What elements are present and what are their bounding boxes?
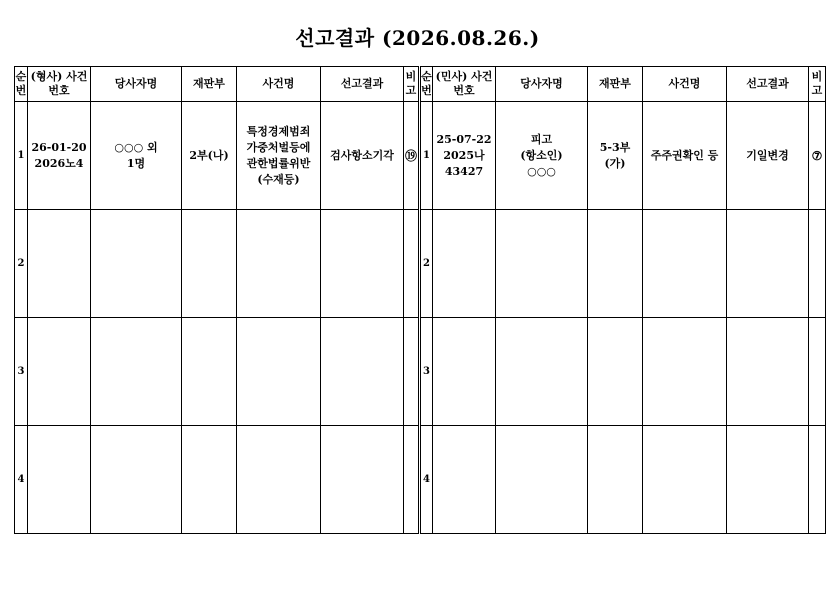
row-result [321, 210, 404, 318]
table-row [15, 102, 419, 210]
table-row [15, 426, 419, 534]
table-row [421, 102, 826, 210]
row-seq: 2 [15, 210, 28, 318]
header-case-number: (민사) 사건번호 [433, 67, 496, 102]
row-case-number [433, 318, 496, 426]
header-result: 선고결과 [727, 67, 809, 102]
row-case-number [433, 210, 496, 318]
row-result [727, 210, 809, 318]
header-row [421, 67, 826, 102]
row-court [182, 318, 237, 426]
row-party [91, 318, 182, 426]
row-party [496, 426, 588, 534]
row-seq: 3 [15, 318, 28, 426]
table-row [421, 210, 826, 318]
header-seq: 순 번 [15, 67, 28, 102]
row-case-name [643, 210, 727, 318]
row-note: ⑲ [404, 102, 419, 210]
row-court: 5-3부 (가) [588, 102, 643, 210]
header-note: 비 고 [404, 67, 419, 102]
page-title: 선고결과 (2026.08.26.) [295, 26, 540, 50]
criminal-table [14, 66, 418, 534]
row-seq: 2 [421, 210, 433, 318]
row-case-number: 26-01-20 2026노4 [28, 102, 91, 210]
row-case-number [433, 426, 496, 534]
row-case-name [237, 426, 321, 534]
row-result: 기일변경 [727, 102, 809, 210]
row-party: 피고 (항소인) ○○○ [496, 102, 588, 210]
row-case-name [237, 318, 321, 426]
row-note [809, 426, 826, 534]
row-seq: 4 [15, 426, 28, 534]
row-seq: 1 [15, 102, 28, 210]
civil-table [420, 66, 825, 534]
row-court: 2부(나) [182, 102, 237, 210]
table-row [421, 318, 826, 426]
row-party [496, 318, 588, 426]
row-result [727, 426, 809, 534]
row-note [404, 210, 419, 318]
row-court [588, 318, 643, 426]
header-party: 당사자명 [91, 67, 182, 102]
row-case-name [643, 318, 727, 426]
header-case-number: (형사) 사건번호 [28, 67, 91, 102]
header-result: 선고결과 [321, 67, 404, 102]
row-party [496, 210, 588, 318]
header-court: 재판부 [588, 67, 643, 102]
header-case-name: 사건명 [237, 67, 321, 102]
row-seq: 4 [421, 426, 433, 534]
header-court: 재판부 [182, 67, 237, 102]
row-case-number: 25-07-22 2025나 43427 [433, 102, 496, 210]
header-case-name: 사건명 [643, 67, 727, 102]
row-case-name [237, 210, 321, 318]
row-case-name [643, 426, 727, 534]
row-note [809, 318, 826, 426]
row-court [182, 210, 237, 318]
row-party [91, 426, 182, 534]
row-seq: 3 [421, 318, 433, 426]
row-case-name: 주주권확인 등 [643, 102, 727, 210]
row-case-name: 특정경제범죄 가중처벌등에 관한법률위반 (수재등) [237, 102, 321, 210]
header-note: 비 고 [809, 67, 826, 102]
table-row [421, 426, 826, 534]
row-court [588, 210, 643, 318]
row-note [404, 426, 419, 534]
row-result [321, 318, 404, 426]
row-note [809, 210, 826, 318]
row-case-number [28, 318, 91, 426]
row-result: 검사항소기각 [321, 102, 404, 210]
row-seq: 1 [421, 102, 433, 210]
row-court [588, 426, 643, 534]
row-note: ⑦ [809, 102, 826, 210]
header-party: 당사자명 [496, 67, 588, 102]
row-result [321, 426, 404, 534]
table-row [15, 210, 419, 318]
row-court [182, 426, 237, 534]
row-party: ○○○ 외 1명 [91, 102, 182, 210]
header-row [15, 67, 419, 102]
row-note [404, 318, 419, 426]
results-tables [14, 66, 825, 534]
row-case-number [28, 426, 91, 534]
row-result [727, 318, 809, 426]
table-row [15, 318, 419, 426]
header-seq: 순 번 [421, 67, 433, 102]
row-case-number [28, 210, 91, 318]
row-party [91, 210, 182, 318]
